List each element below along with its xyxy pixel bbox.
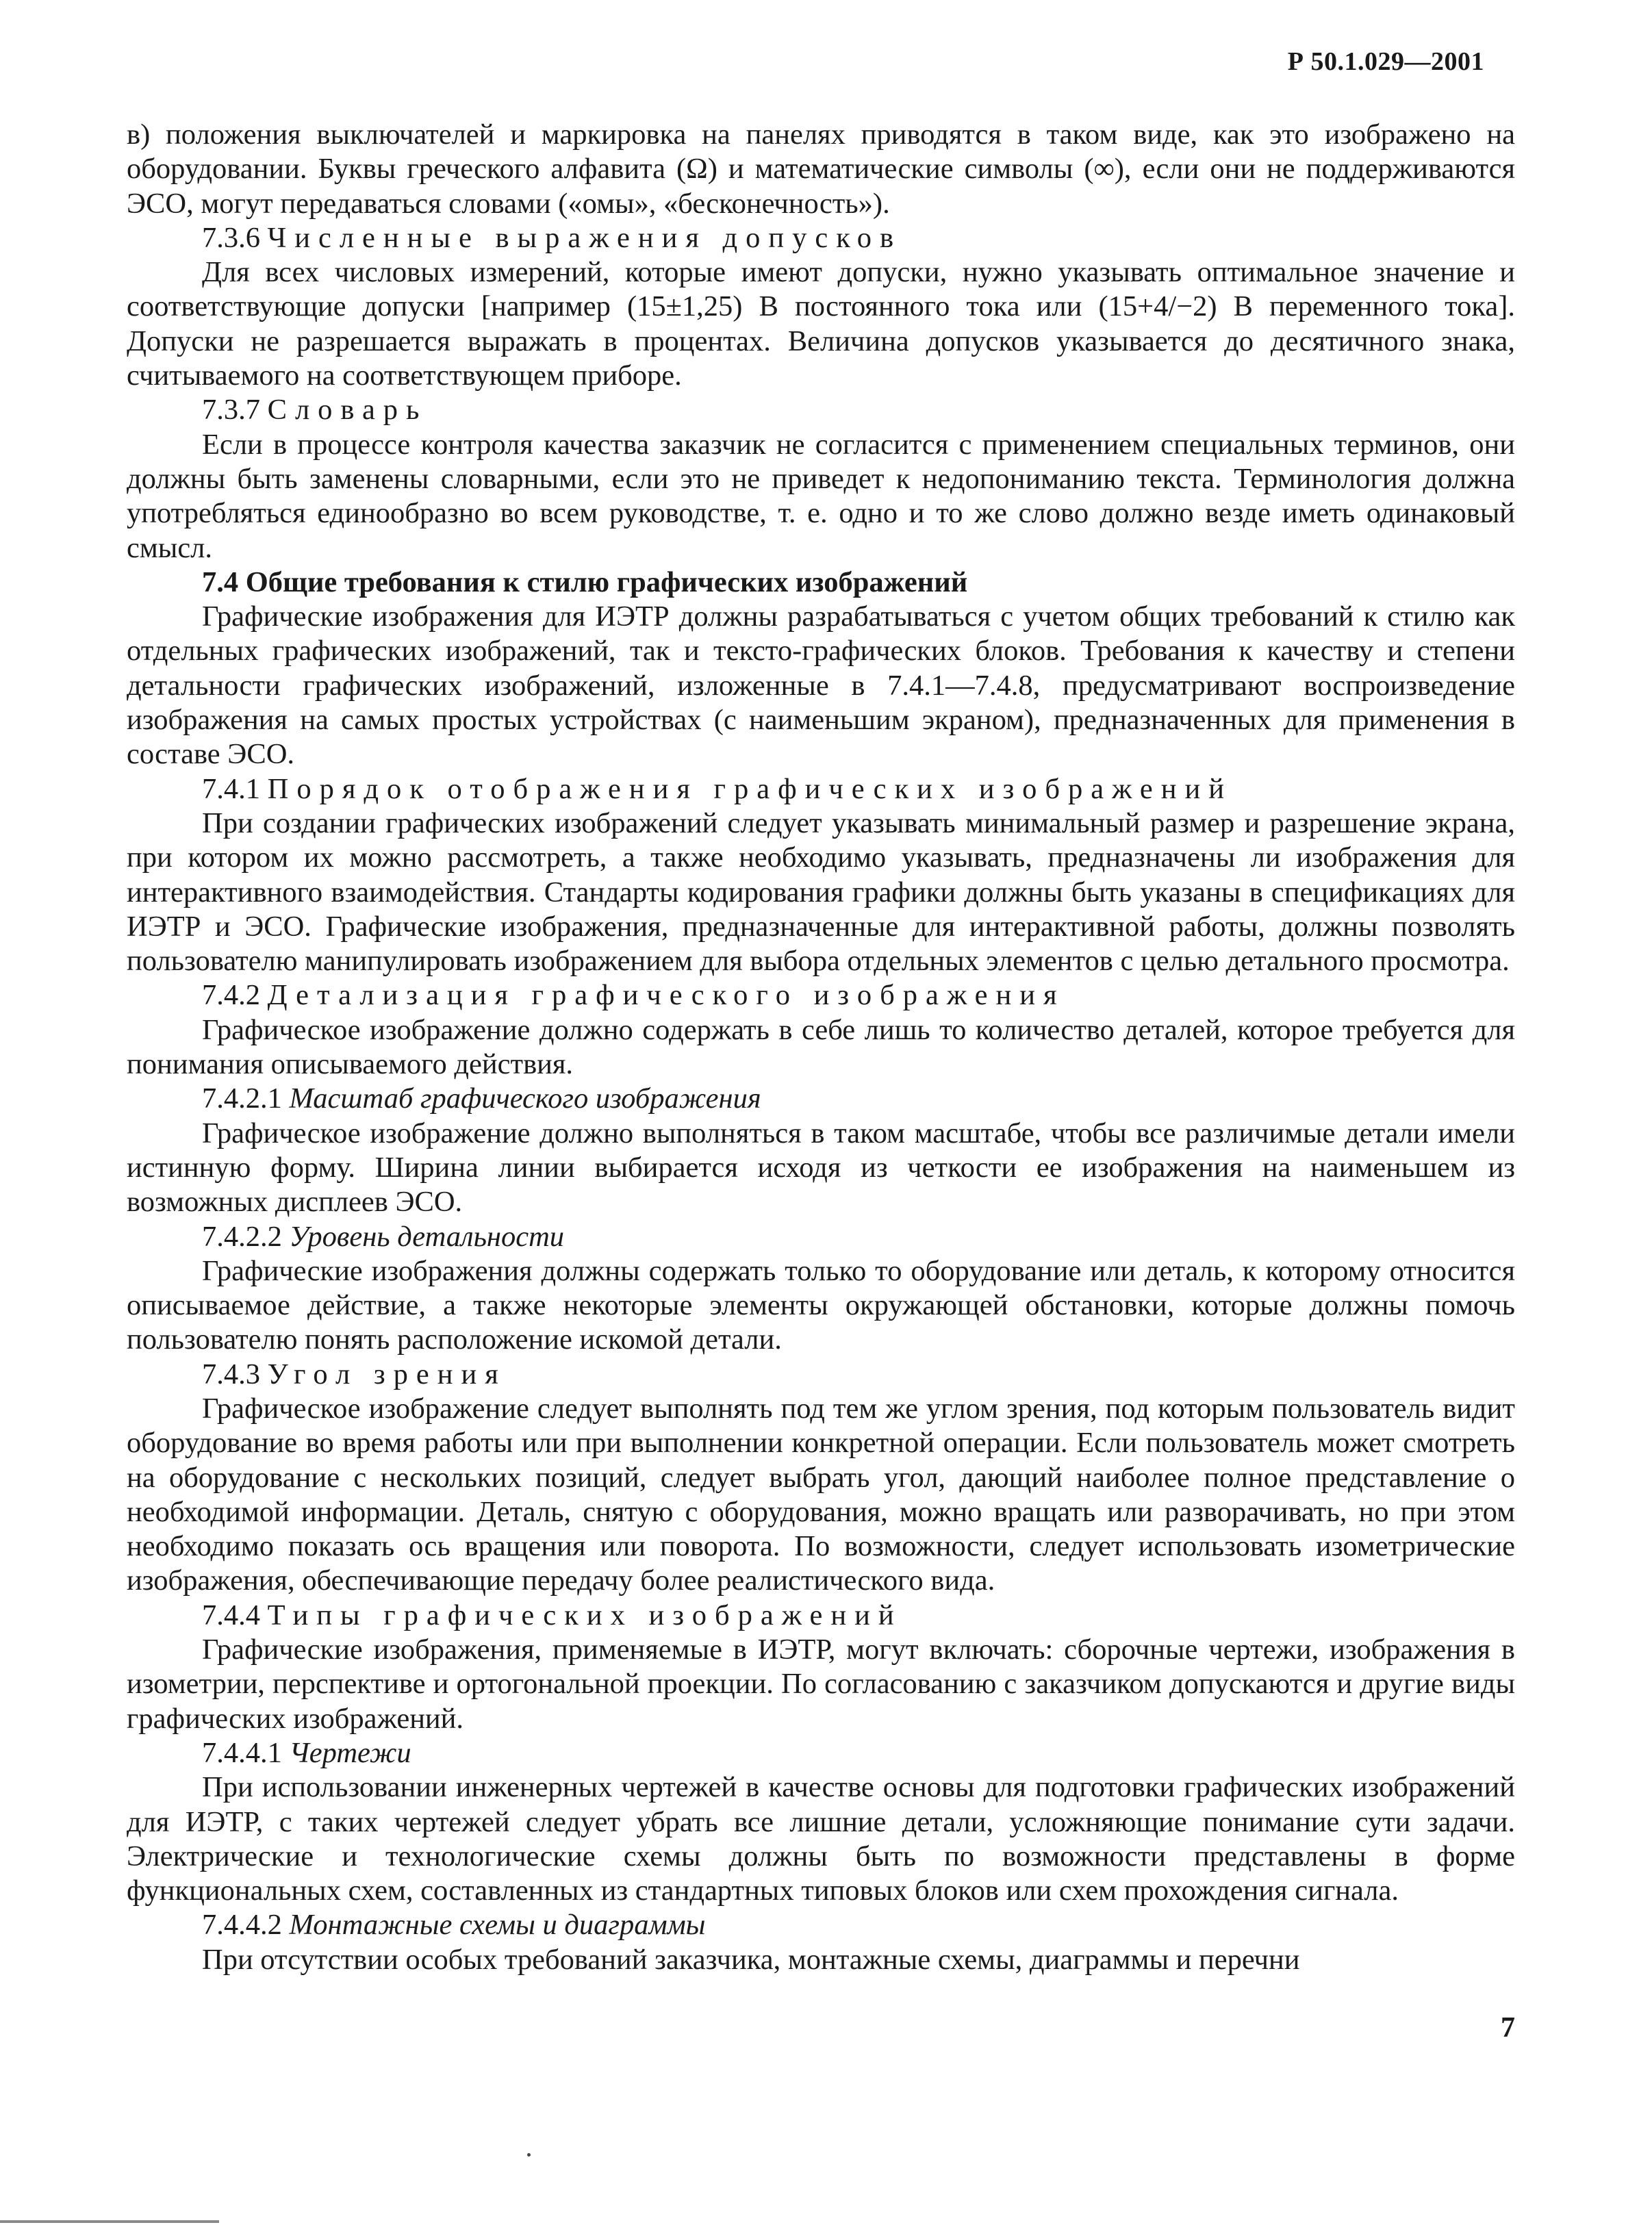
paragraph: Графическое изображение следует выполнять под тем же углом зрения, под которым пользователь видит оборудование во время работы или при выполнении конкретной операции. Если пользователь может смотреть на оборудование с нескольких позиций, следует выбрать угол, дающий наиболее полное представление о необходимой информации. Деталь, снятую с оборудования, можно вращать или разворачивать, но при этом необходимо показать ось вращения или поворота. По возможности, следует использовать изометрические изображения, обеспечивающие передачу более реалистического вида. (127, 1392, 1515, 1597)
section-title: Словарь (267, 394, 428, 427)
paragraph: При отсутствии особых требований заказчика, монтажные схемы, диаграммы и перечни (202, 1943, 1300, 1976)
section-number: 7.4.1 (202, 772, 260, 805)
scan-edge-line (0, 2220, 219, 2223)
section-heading (127, 565, 1515, 600)
section-heading (127, 772, 1515, 806)
paragraph: При создании графических изображений следует указывать минимальный размер и разрешение экрана, при котором их можно рассмотреть, а также необходимо указывать, предназначены ли изображения для интерактивного взаимодействия. Стандарты кодирования графики должны быть указаны в спецификациях для ИЭТР и ЭСО. Графические изображения, предназначенные для интерактивной работы, должны позволять пользователю манипулировать изображением для выбора отдельных элементов с целью детального просмотра. (127, 806, 1515, 978)
section-title: Порядок отображения графических изображений (267, 772, 1232, 805)
section-title: Численные выражения допусков (267, 221, 902, 254)
section-number: 7.4.4.1 (202, 1736, 282, 1769)
section-title: Угол зрения (267, 1358, 507, 1390)
section-number: 7.3.7 (202, 394, 260, 427)
scan-speck (527, 2153, 531, 2157)
paragraph: Если в процессе контроля качества заказчик не согласится с применением специальных терминов, они должны быть заменены словарными, если это не приведет к недопониманию текста. Терминология должна употребляться единообразно во всем руководстве, т. е. одно и то же слово должно везде иметь одинаковый смысл. (127, 428, 1515, 564)
section-heading (127, 1082, 1515, 1116)
standard-code: Р 50.1.029—2001 (1287, 47, 1484, 76)
section-title: Детализация графического изображения (267, 979, 1065, 1012)
section-number: 7.4.2 (202, 979, 260, 1012)
section-title: Уровень детальности (289, 1220, 565, 1253)
section-number: 7.4.4.2 (202, 1909, 282, 1942)
section-heading (127, 978, 1515, 1013)
section-heading (127, 221, 1515, 255)
section-number: 7.4.4 (202, 1599, 260, 1631)
paragraph: в) положения выключателей и маркировка на панелях приводятся в таком виде, как это изображено на оборудовании. Буквы греческого алфавита (Ω) и математические символы (∞), если они не поддерживаются ЭСО, могут передаваться словами («омы», «бесконечность»). (127, 118, 1515, 220)
paragraph: Графические изображения, применяемые в ИЭТР, могут включать: сборочные чертежи, изображения в изометрии, перспективе и ортогональной проекции. По согласованию с заказчиком допускаются и другие виды графических изображений. (127, 1633, 1515, 1735)
section-title: Чертежи (289, 1736, 411, 1769)
section-number: 7.3.6 (202, 221, 260, 254)
section-number: 7.4.3 (202, 1358, 260, 1390)
paragraph: При использовании инженерных чертежей в качестве основы для подготовки графических изображений для ИЭТР, с таких чертежей следует убрать все лишние детали, усложняющие понимание сути задачи. Электрические и технологические схемы должны быть по возможности представлены в форме функциональных схем, составленных из стандартных типовых блоков или схем прохождения сигнала. (127, 1771, 1515, 1907)
paragraph: Графическое изображение должно содержать в себе лишь то количество деталей, которое требуется для понимания описываемого действия. (127, 1013, 1515, 1081)
paragraph: Графические изображения для ИЭТР должны разрабатываться с учетом общих требований к стилю как отдельных графических изображений, так и тексто-графических блоков. Требования к качеству и степени детальности графических изображений, изложенные в 7.4.1—7.4.8, предусматривают воспроизведение изображения на самых простых устройствах (с наименьшим экраном), предназначенных для применения в составе ЭСО. (127, 600, 1515, 771)
section-heading (127, 393, 1515, 427)
section-heading (127, 1736, 1515, 1770)
section-number: 7.4 (202, 565, 239, 598)
section-title: Типы графических изображений (267, 1599, 902, 1631)
page-number: 7 (1501, 2012, 1515, 2044)
section-number: 7.4.2.1 (202, 1082, 282, 1115)
document-body (127, 118, 1515, 1977)
section-title: Монтажные схемы и диаграммы (289, 1909, 706, 1942)
section-number: 7.4.2.2 (202, 1220, 282, 1253)
section-heading (127, 1220, 1515, 1254)
paragraph: Графическое изображение должно выполняться в таком масштабе, чтобы все различимые детали имели истинную форму. Ширина линии выбирается исходя из четкости ее изображения на наименьшем из возможных дисплеев ЭСО. (127, 1117, 1515, 1219)
section-heading (127, 1358, 1515, 1392)
section-heading (127, 1908, 1515, 1942)
paragraph: Для всех числовых измерений, которые имеют допуски, нужно указывать оптимальное значение и соответствующие допуски [например (15±1,25) В постоянного тока или (15+4/−2) В переменного тока]. Допуски не разрешается выражать в процентах. Величина допусков указывается до десятичного знака, считываемого на соответствующем приборе. (127, 256, 1515, 392)
section-title: Масштаб графического изображения (289, 1082, 761, 1115)
section-heading (127, 1599, 1515, 1633)
paragraph: Графические изображения должны содержать только то оборудование или деталь, к которому относится описываемое действие, а также некоторые элементы окружающей обстановки, которые должны помочь пользователю понять расположение искомой детали. (127, 1254, 1515, 1356)
section-title: Общие требования к стилю графических изображений (245, 565, 968, 598)
